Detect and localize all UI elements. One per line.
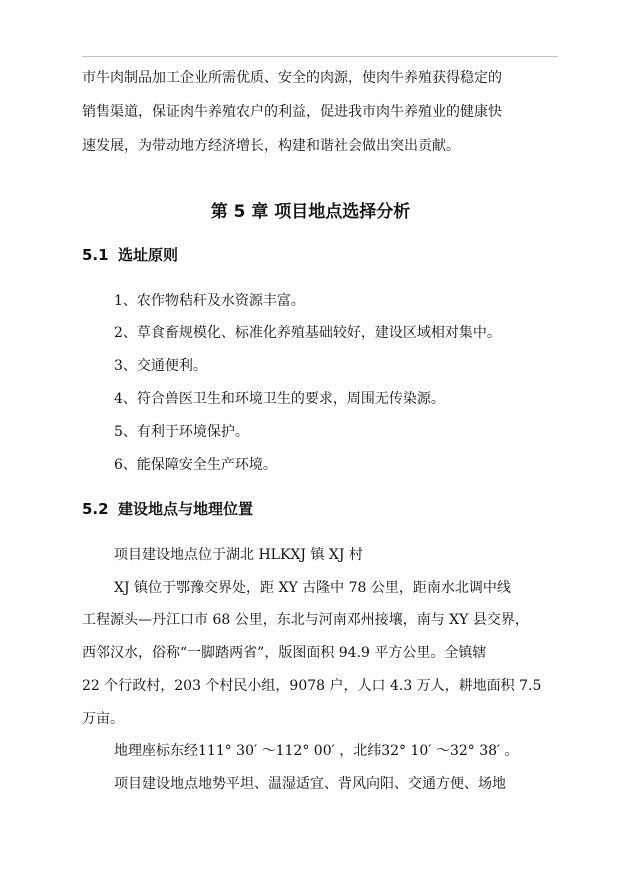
paragraph-line: 地理座标东经111° 30′ ～112° 00′ ，北纬32° 10′ ～32° 38′ 。: [114, 743, 519, 759]
paragraph-line: 22 个行政村，203 个村民小组，9078 户，人口 4.3 万人，耕地面积 7.5: [82, 678, 542, 694]
section-title: 建设地点与地理位置: [118, 500, 254, 518]
section-number: 5.2: [82, 500, 109, 518]
intro-line: 市牛肉制品加工企业所需优质、安全的肉源，使肉牛养殖获得稳定的: [82, 70, 502, 86]
list-item: 4、符合兽医卫生和环境卫生的要求，周围无传染源。: [114, 391, 445, 407]
list-item: 3、交通便利。: [114, 358, 207, 374]
paragraph-line: XJ 镇位于鄂豫交界处，距 XY 古隆中 78 公里，距南水北调中线: [114, 580, 511, 596]
paragraph-line: 万亩。: [82, 711, 124, 727]
list-item: 2、草食畜规模化、标准化养殖基础较好，建设区域相对集中。: [114, 325, 501, 341]
paragraph-line: 项目建设地点位于湖北 HLKXJ 镇 XJ 村: [114, 547, 363, 563]
list-item: 5、有利于环境保护。: [114, 424, 249, 440]
section-number: 5.1: [82, 246, 109, 264]
chapter-title: 第 5 章 项目地点选择分析: [210, 202, 411, 222]
intro-line: 销售渠道，保证肉牛养殖农户的利益，促进我市肉牛养殖业的健康快: [82, 104, 502, 120]
paragraph-line: 工程源头—丹江口市 68 公里，东北与河南邓州接壤，南与 XY 县交界，: [82, 612, 529, 628]
paragraph-line: 西邻汉水，俗称“一脚踏两省”，版图面积 94.9 平方公里。全镇辖: [82, 645, 487, 661]
header-rule: [82, 56, 558, 57]
section-heading: [82, 498, 253, 520]
section-title: 选址原则: [118, 246, 179, 264]
list-item: 1、农作物秸秆及水资源丰富。: [114, 293, 305, 309]
intro-line: 速发展，为带动地方经济增长，构建和谐社会做出突出贡献。: [82, 138, 460, 154]
paragraph-line: 项目建设地点地势平坦、温湿适宜、背风向阳、交通方便、场地: [114, 776, 506, 792]
section-heading: [82, 244, 178, 266]
list-item: 6、能保障安全生产环境。: [114, 457, 277, 473]
